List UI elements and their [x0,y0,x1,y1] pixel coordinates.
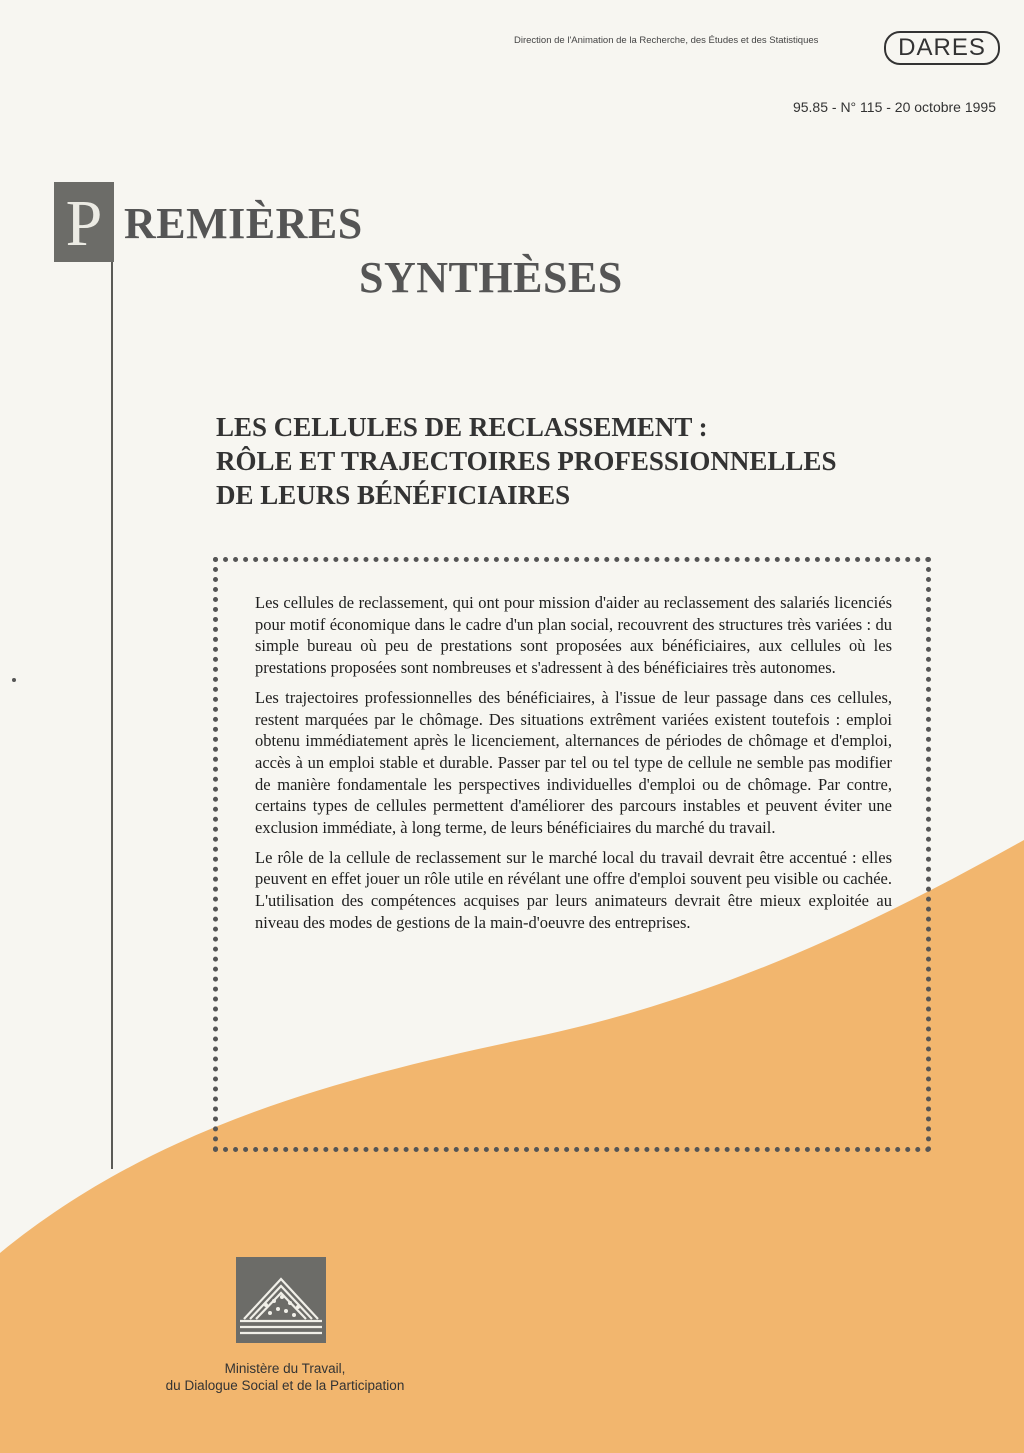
vertical-rule [111,262,113,1169]
ministry-name [120,1360,450,1394]
title-line: RÔLE ET TRAJECTOIRES PROFESSIONNELLES [216,446,837,476]
ministry-logo-icon [236,1257,326,1343]
summary-text [255,592,892,942]
ministry-line: Ministère du Travail, [224,1361,346,1376]
title-line: LES CELLULES DE RECLASSEMENT : [216,412,708,442]
summary-paragraph: Les trajectoires professionnelles des bénéficiaires, à l'issue de leur passage dans ces cellules, restent marquées par le chômage. Des situations extrêment variées existent toutefois : emploi obtenu immédiatement après le licenciement, alternances de périodes de chômage et d'emploi, accès à un emploi stable et durable. Passer par tel ou tel type de cellule ne semble pas modifier de manière fondamentale les perspectives individuelles d'emploi ou de chômage. Par contre, certains types de cellules permettent d'améliorer des parcours instables et peuvent éviter une exclusion immédiate, à long terme, de leurs bénéficiaires du marché du travail. [255,687,892,838]
ministry-line: du Dialogue Social et de la Participation [165,1378,405,1393]
dares-logo: DARES [884,31,1000,65]
issue-line: 95.85 - N° 115 - 20 octobre 1995 [792,99,996,115]
series-title-line1: REMIÈRES [124,199,363,248]
scan-speck [12,678,16,682]
summary-paragraph: Les cellules de reclassement, qui ont pour mission d'aider au reclassement des salariés licenciés pour motif économique dans le cadre d'un plan social, recouvrent des structures très variées : du simple bureau où peu de prestations sont proposées aux bénéficiaires, aux cellules où les prestations proposées sont nombreuses et s'adressent à des bénéficiaires très autonomes. [255,593,892,678]
summary-paragraph: Le rôle de la cellule de reclassement sur le marché local du travail devrait être accentué : elles peuvent en effet jouer un rôle utile en révélant une offre d'emploi souvent peu visible ou cachée. L'utilisation des compétences acquises par leurs animateurs devrait être mieux exploitée au niveau des modes de gestions de la main-d'oeuvre des entreprises. [255,847,892,932]
title-line: DE LEURS BÉNÉFICIAIRES [216,480,571,510]
series-title-line2: SYNTHÈSES [359,253,623,302]
article-title [216,410,976,512]
series-initial-letter: P [65,187,103,260]
directorate-name: Direction de l'Animation de la Recherche, des Études et des Statistiques [514,35,819,46]
